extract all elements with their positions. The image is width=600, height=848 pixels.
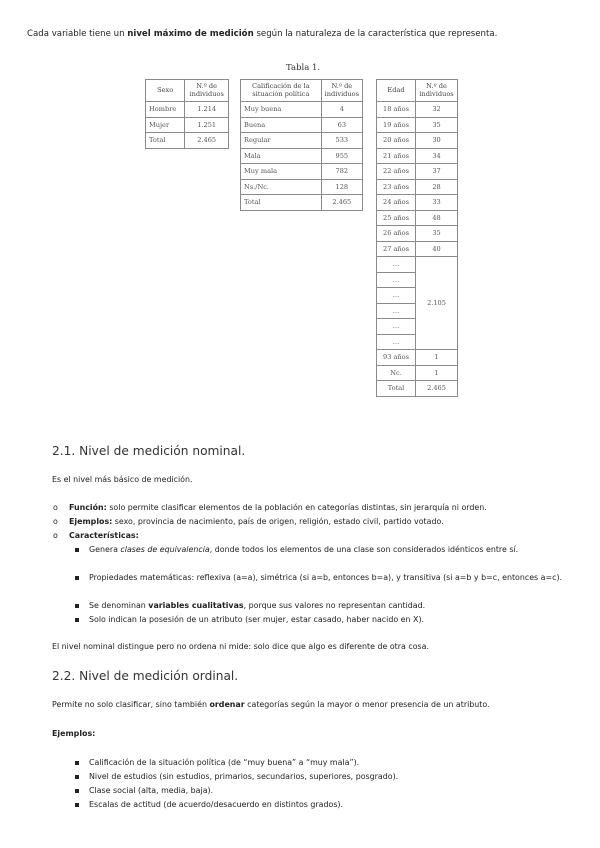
table-cell: 22 años (377, 164, 416, 180)
table-cell: 21 años (377, 148, 416, 164)
table-row (241, 179, 363, 195)
square-bullet-icon (75, 604, 79, 608)
table-row (241, 164, 363, 180)
table-cell: 1.214 (185, 102, 229, 118)
table-cell: 533 (321, 133, 362, 149)
table-cell: 782 (321, 164, 362, 180)
table-cell: 1 (416, 350, 458, 366)
table-cell: Buena (241, 117, 322, 133)
table-cell: … (377, 319, 416, 335)
sub-list-text: Propiedades matemáticas: reflexiva (a=a), simétrica (si a=b, entonces b=a), y transitiva (si a=b y b=c, entonces a=c). (89, 573, 563, 582)
table-cell: 63 (321, 117, 362, 133)
table-header: Sexo (146, 80, 185, 102)
text-part: , donde todos los elementos de una clase son considerados idénticos entre sí. (209, 545, 519, 554)
table-cell: 27 años (377, 241, 416, 257)
table-cell: … (377, 257, 416, 273)
sub-list-item (89, 600, 573, 612)
table-cell: 40 (416, 241, 458, 257)
table-cell: 32 (416, 102, 458, 118)
table-title: Tabla 1. (286, 63, 321, 73)
section-heading-nominal: 2.1. Nivel de medición nominal. (52, 444, 246, 458)
intro-text-end: según la naturaleza de la característica que representa. (253, 29, 498, 39)
sub-list-text: Nivel de estudios (sin estudios, primarios, secundarios, superiores, posgrado). (89, 772, 399, 781)
sub-list-item (89, 572, 573, 584)
sub-list-item (89, 757, 573, 769)
intro-paragraph (27, 29, 497, 39)
table-row (377, 365, 458, 381)
table-row (241, 102, 363, 118)
text-part: categorías según la mayor o menor presencia de un atributo. (244, 700, 490, 709)
table-cell: 25 años (377, 210, 416, 226)
table-cell: Mujer (146, 117, 185, 133)
table-row (377, 179, 458, 195)
table-row (377, 148, 458, 164)
table-cell: Regular (241, 133, 322, 149)
table-cell: 34 (416, 148, 458, 164)
square-bullet-icon (75, 775, 79, 779)
table-cell: Muy mala (241, 164, 322, 180)
table-cell: Muy buena (241, 102, 322, 118)
table-cell: 128 (321, 179, 362, 195)
list-item (53, 502, 579, 514)
list-item (53, 530, 579, 542)
table-cell: Ns./Nc. (241, 179, 322, 195)
age-table (376, 79, 458, 397)
section-intro (52, 700, 490, 709)
table-cell: 26 años (377, 226, 416, 242)
sub-list-item (89, 799, 573, 811)
text-part: Se denominan (89, 601, 149, 610)
table-row (377, 226, 458, 242)
sub-list-text (89, 544, 573, 556)
bullet-marker: o (53, 503, 58, 512)
table-row (377, 350, 458, 366)
table-cell: 35 (416, 117, 458, 133)
table-header: N.º de individuos (185, 80, 229, 102)
table-cell: … (377, 334, 416, 350)
square-bullet-icon (75, 789, 79, 793)
table-row (377, 241, 458, 257)
table-cell: 20 años (377, 133, 416, 149)
text-part: Genera (89, 545, 121, 554)
table-cell: … (377, 288, 416, 304)
table-cell-merged: 2.105 (416, 257, 458, 350)
table-cell: Mala (241, 148, 322, 164)
sub-list-text: Solo indican la posesión de un atributo (ser mujer, estar casado, haber nacido en X). (89, 615, 425, 624)
sub-list-item (89, 771, 573, 783)
text-bold: variables cualitativas (148, 601, 244, 610)
text-emphasis: clases de equivalencia (120, 545, 210, 554)
table-cell: 1.251 (185, 117, 229, 133)
table-row (146, 133, 229, 149)
table-row (377, 210, 458, 226)
examples-label (52, 729, 95, 738)
table-cell: 2.465 (416, 381, 458, 397)
table-cell: Total (377, 381, 416, 397)
table-row (146, 102, 229, 118)
text-bold: Ejemplos: (52, 729, 96, 738)
table-cell: 48 (416, 210, 458, 226)
square-bullet-icon (75, 618, 79, 622)
section-intro: Es el nivel más básico de medición. (52, 475, 193, 484)
table-cell: 955 (321, 148, 362, 164)
text-part: Permite no solo clasificar, sino también (52, 700, 210, 709)
table-cell: 1 (416, 365, 458, 381)
table-cell: Total (146, 133, 185, 149)
section-heading-ordinal: 2.2. Nivel de medición ordinal. (52, 669, 239, 683)
table-cell: … (377, 272, 416, 288)
table-cell: 2.465 (185, 133, 229, 149)
table-cell: 4 (321, 102, 362, 118)
sub-list-item (89, 785, 573, 797)
sub-list-text: Escalas de actitud (de acuerdo/desacuerdo en distintos grados). (89, 800, 344, 809)
table-row (241, 195, 363, 211)
table-row (241, 133, 363, 149)
table-cell: 19 años (377, 117, 416, 133)
list-item-label: Función: (69, 503, 107, 512)
table-row (241, 148, 363, 164)
sub-list-text: Calificación de la situación política (de “muy buena” a “muy mala”). (89, 758, 360, 767)
table-cell: 33 (416, 195, 458, 211)
table-cell: Hombre (146, 102, 185, 118)
bullet-marker: o (53, 531, 58, 540)
sex-table (145, 79, 229, 149)
table-row (377, 195, 458, 211)
intro-bold: nivel máximo de medición (127, 29, 254, 39)
table-cell: 18 años (377, 102, 416, 118)
square-bullet-icon (75, 803, 79, 807)
table-row (377, 164, 458, 180)
table-cell: 37 (416, 164, 458, 180)
sub-list-text: Clase social (alta, media, baja). (89, 786, 214, 795)
section-closing: El nivel nominal distingue pero no ordena ni mide: solo dice que algo es diferente de otra cosa. (52, 642, 429, 651)
table-cell: 35 (416, 226, 458, 242)
table-cell: Nc. (377, 365, 416, 381)
table-header: N.º de individuos (321, 80, 362, 102)
list-item-label: Ejemplos: (69, 517, 113, 526)
intro-text: Cada variable tiene un (27, 29, 128, 39)
table-cell: Total (241, 195, 322, 211)
bullet-marker: o (53, 517, 58, 526)
list-item-text: solo permite clasificar elementos de la población en categorías distintas, sin jerarquía ni orden. (106, 503, 487, 512)
table-cell: 23 años (377, 179, 416, 195)
square-bullet-icon (75, 761, 79, 765)
text-part: , porque sus valores no representan cantidad. (243, 601, 426, 610)
table-row (146, 117, 229, 133)
table-row (377, 102, 458, 118)
sub-list-item (89, 544, 573, 556)
table-row (377, 381, 458, 397)
table-cell: 28 (416, 179, 458, 195)
sub-list-item (89, 614, 573, 626)
table-cell: 30 (416, 133, 458, 149)
list-item-text: sexo, provincia de nacimiento, país de origen, religión, estado civil, partido votado. (112, 517, 444, 526)
table-cell: 93 años (377, 350, 416, 366)
table-row (377, 133, 458, 149)
table-cell: … (377, 303, 416, 319)
table-row (241, 117, 363, 133)
table-header: Edad (377, 80, 416, 102)
list-item (53, 516, 579, 528)
table-row (377, 117, 458, 133)
square-bullet-icon (75, 576, 79, 580)
table-header: N.º de individuos (416, 80, 458, 102)
text-bold: ordenar (209, 700, 245, 709)
square-bullet-icon (75, 548, 79, 552)
political-situation-table (240, 79, 363, 211)
table-row (377, 257, 458, 273)
table-cell: 24 años (377, 195, 416, 211)
list-item-label: Características: (69, 531, 139, 540)
table-header: Calificación de la situación política (241, 80, 322, 102)
table-cell: 2.465 (321, 195, 362, 211)
